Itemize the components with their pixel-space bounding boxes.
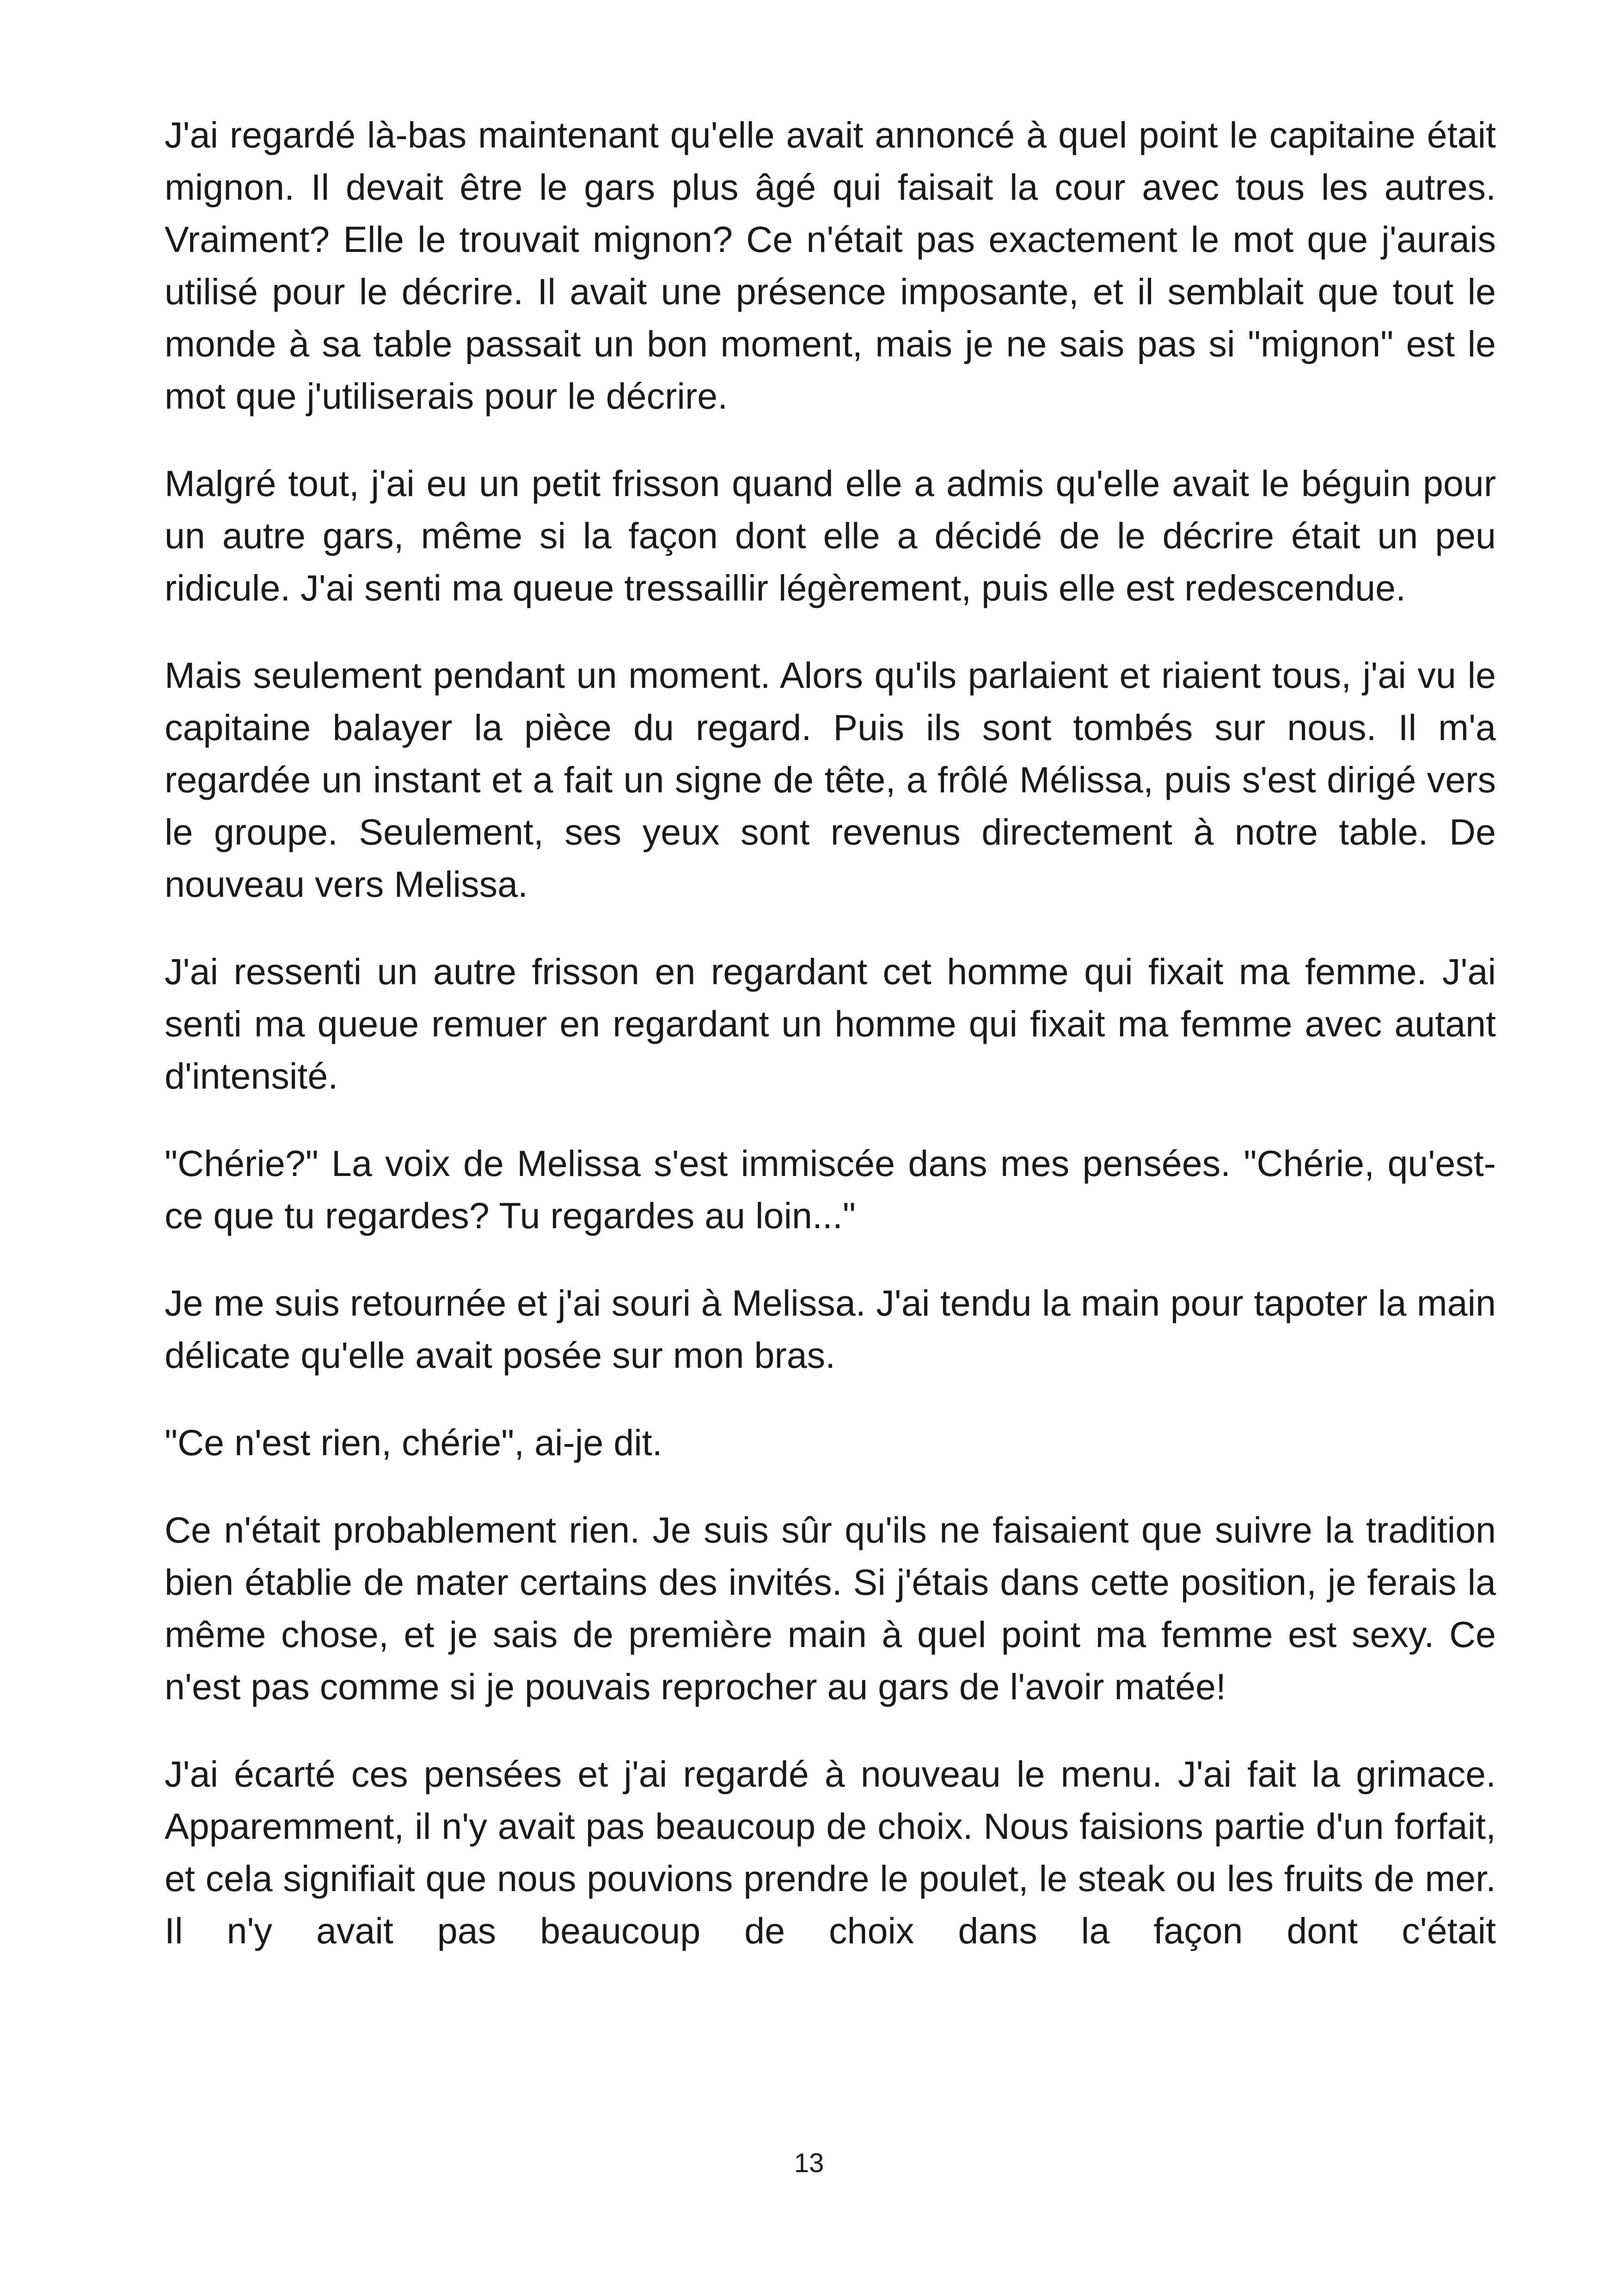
paragraph: Ce n'était probablement rien. Je suis sûr qu'ils ne faisaient que suivre la tradition bien établie de mater certains des invités. Si j'étais dans cette position, je ferais la même chose, et je sais de première main à quel point ma femme est sexy. Ce n'est pas comme si je pouvais reprocher au gars de l'avoir matée! [165,1509,1496,1707]
paragraph: "Chérie?" La voix de Melissa s'est immiscée dans mes pensées. "Chérie, qu'est-ce que tu regardes? Tu regardes au loin..." [165,1143,1496,1236]
page-number: 13 [794,2148,824,2178]
paragraph: J'ai regardé là-bas maintenant qu'elle avait annoncé à quel point le capitaine était mignon. Il devait être le gars plus âgé qui faisait la cour avec tous les autres. Vraiment? Elle le trouvait mignon? Ce n'était pas exactement le mot que j'aurais utilisé pour le décrire. Il avait une présence imposante, et il semblait que tout le monde à sa table passait un bon moment, mais je ne sais pas si "mignon" est le mot que j'utiliserais pour le décrire. [165,114,1496,416]
paragraph: Malgré tout, j'ai eu un petit frisson quand elle a admis qu'elle avait le béguin pour un autre gars, même si la façon dont elle a décidé de le décrire était un peu ridicule. J'ai senti ma queue tressaillir légèrement, puis elle est redescendue. [165,463,1496,608]
paragraph: "Ce n'est rien, chérie", ai-je dit. [165,1422,662,1463]
paragraph: Je me suis retournée et j'ai souri à Melissa. J'ai tendu la main pour tapoter la main délicate qu'elle avait posée sur mon bras. [165,1282,1496,1376]
paragraph: J'ai écarté ces pensées et j'ai regardé à nouveau le menu. J'ai fait la grimace. Apparemment, il n'y avait pas beaucoup de choix. Nous faisions partie d'un forfait, et cela signifiait que nous pouvions prendre le poulet, le steak ou les fruits de mer. Il n'y avait pas beaucoup de choix dans la façon dont c'était [165,1753,1496,1951]
body-text [165,109,1496,1992]
paragraph: Mais seulement pendant un moment. Alors qu'ils parlaient et riaient tous, j'ai vu le capitaine balayer la pièce du regard. Puis ils sont tombés sur nous. Il m'a regardée un instant et a fait un signe de tête, a frôlé Mélissa, puis s'est dirigé vers le groupe. Seulement, ses yeux sont revenus directement à notre table. De nouveau vers Melissa. [165,655,1496,905]
paragraph: J'ai ressenti un autre frisson en regardant cet homme qui fixait ma femme. J'ai senti ma queue remuer en regardant un homme qui fixait ma femme avec autant d'intensité. [165,951,1496,1096]
